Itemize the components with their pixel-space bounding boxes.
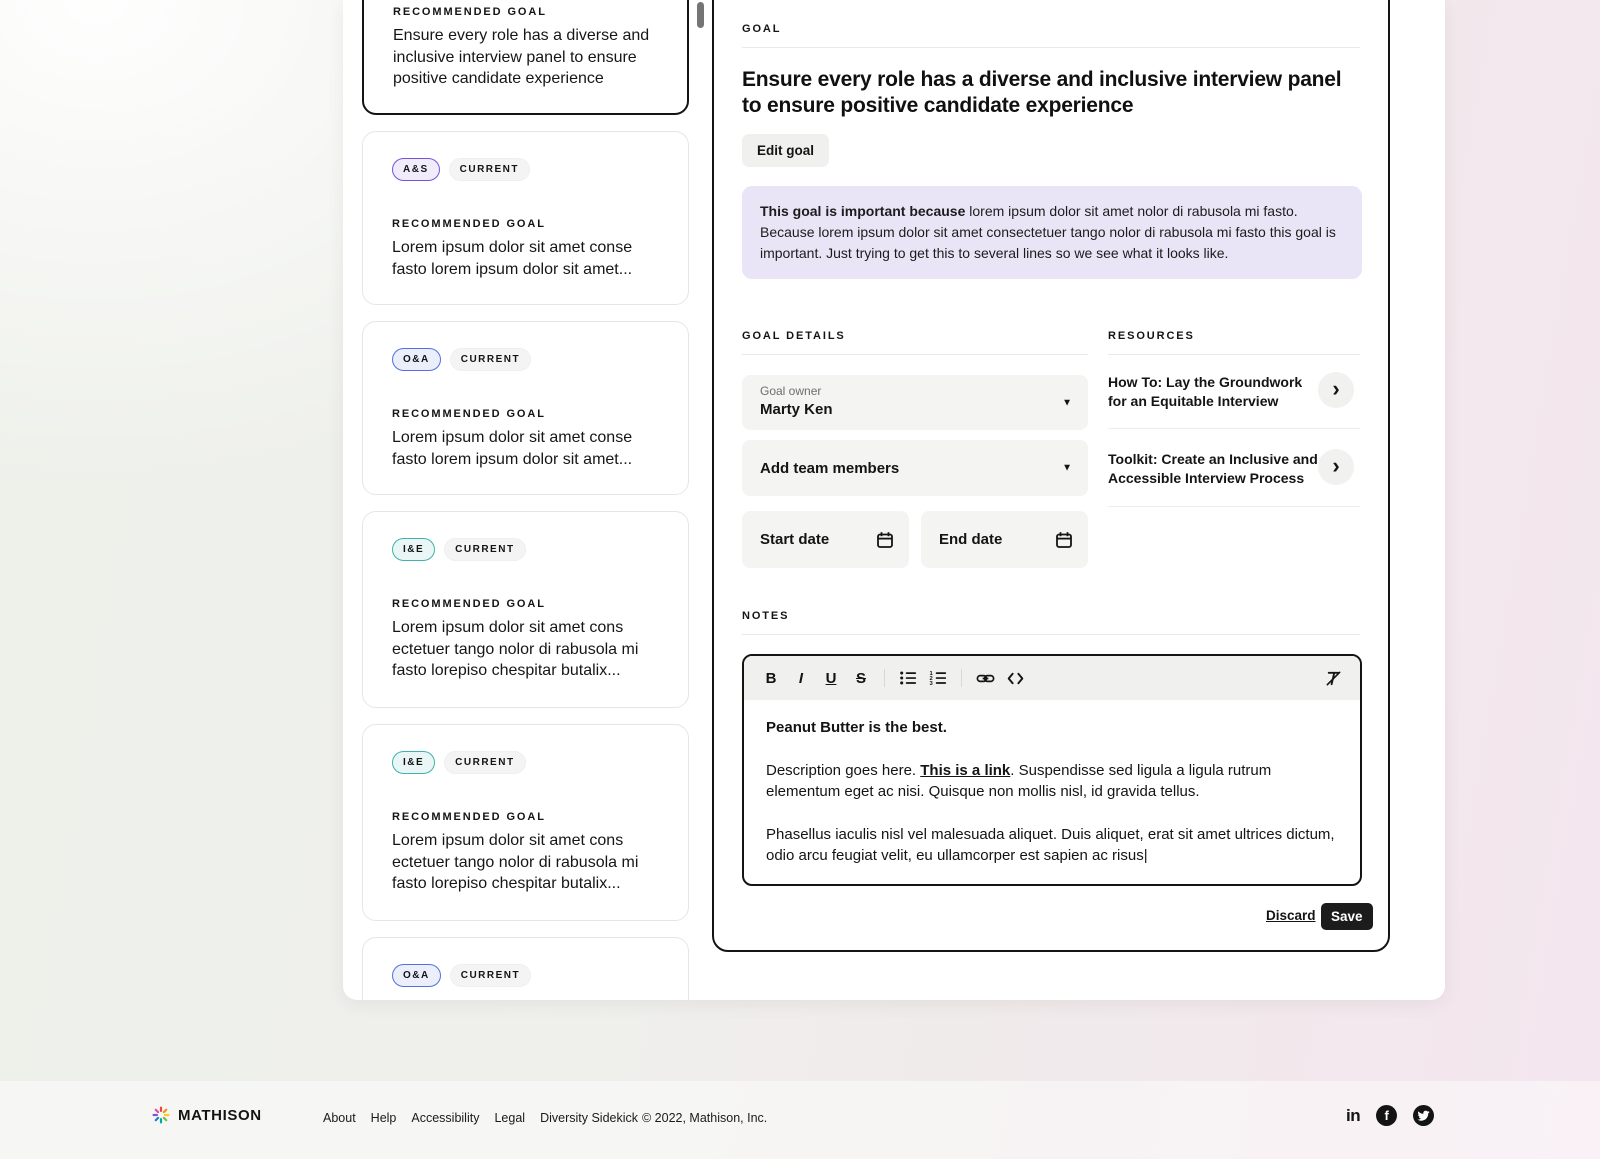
recommended-goal-label: RECOMMENDED GOAL — [392, 598, 546, 610]
svg-text:2: 2 — [929, 675, 933, 682]
chevron-right-icon: › — [1332, 375, 1340, 401]
status-badge: CURRENT — [450, 964, 531, 987]
category-badge: O&A — [392, 348, 441, 371]
goal-owner-label: Goal owner — [760, 384, 822, 398]
sidebar-scrollbar-thumb[interactable] — [697, 2, 704, 28]
toolbar-divider — [961, 669, 962, 687]
mathison-logo[interactable] — [152, 1106, 262, 1124]
goal-card-text: Ensure every role has a diverse and inclusive interview panel to ensure positive candidate experience — [393, 27, 650, 87]
goal-detail-panel — [712, 0, 1390, 952]
status-badge: CURRENT — [444, 538, 525, 561]
add-team-members-label: Add team members — [760, 459, 900, 477]
goal-title: Ensure every role has a diverse and inclusive interview panel to ensure positive candidate experience — [742, 68, 1342, 117]
chevron-down-icon: ▼ — [1062, 462, 1072, 474]
start-date-label: Start date — [760, 531, 830, 548]
goal-importance-box — [742, 186, 1362, 279]
goal-card-text: Lorem ipsum dolor sit amet conse fasto lorem ipsum dolor sit amet... — [392, 239, 633, 278]
content-region — [343, 0, 1445, 1000]
divider — [742, 47, 1360, 48]
bullet-list-icon[interactable] — [895, 665, 921, 691]
toolbar-divider — [884, 669, 885, 687]
status-badge: CURRENT — [450, 348, 531, 371]
goal-importance-body: lorem ipsum dolor sit amet nolor di rabusola mi fasto. Because lorem ipsum dolor sit amet consectetuer tango nolor di rabusola mi fasto this goal is important. Just trying to get this to several lines so we see what it looks like. — [760, 203, 1336, 261]
goal-card-text: Lorem ipsum dolor sit amet conse fasto lorem ipsum dolor sit amet... — [392, 429, 633, 468]
notes-section-label: NOTES — [742, 610, 790, 622]
footer-link-about[interactable]: About — [323, 1111, 356, 1125]
twitter-icon[interactable] — [1413, 1105, 1434, 1126]
mathison-wordmark: MATHISON — [178, 1106, 262, 1124]
goal-card-text: Lorem ipsum dolor sit amet cons ectetuer tango nolor di rabusola mi fasto lorepiso chespitar butalix... — [392, 832, 639, 892]
goal-card[interactable] — [362, 937, 689, 1000]
ordered-list-icon[interactable] — [925, 665, 951, 691]
chevron-down-icon: ▼ — [1062, 397, 1072, 408]
svg-text:3: 3 — [929, 680, 933, 687]
goal-card-text: Lorem ipsum dolor sit amet cons ectetuer tango nolor di rabusola mi fasto lorepiso chespitar butalix... — [392, 619, 639, 679]
footer-link-diversity-sidekick[interactable]: Diversity Sidekick — [540, 1111, 638, 1125]
divider — [1108, 428, 1360, 429]
add-team-members-select[interactable] — [742, 440, 1088, 496]
resource-link-title[interactable]: How To: Lay the Groundwork for an Equitable Interview — [1108, 374, 1303, 409]
goal-owner-value: Marty Ken — [760, 401, 833, 418]
category-badge: I&E — [392, 751, 435, 774]
goal-details-section-label: GOAL DETAILS — [742, 330, 846, 342]
save-button[interactable]: Save — [1321, 903, 1373, 930]
footer-links — [323, 1111, 638, 1125]
strikethrough-icon[interactable]: S — [848, 665, 874, 691]
notes-paragraph: Peanut Butter is the best. — [766, 719, 947, 736]
resource-link-title[interactable]: Toolkit: Create an Inclusive and Accessible Interview Process — [1108, 451, 1318, 486]
goal-card[interactable] — [362, 321, 689, 495]
end-date-label: End date — [939, 531, 1003, 548]
divider — [742, 354, 1088, 355]
notes-editor-toolbar — [744, 656, 1360, 700]
divider — [1108, 354, 1360, 355]
bold-icon[interactable]: B — [758, 665, 784, 691]
chevron-right-icon: › — [1332, 452, 1340, 478]
link-icon[interactable] — [972, 665, 998, 691]
goal-card[interactable] — [362, 131, 689, 305]
status-badge: CURRENT — [449, 158, 530, 181]
italic-icon[interactable]: I — [788, 665, 814, 691]
calendar-icon — [875, 530, 895, 550]
recommended-goal-label: RECOMMENDED GOAL — [392, 218, 546, 230]
resource-open-button[interactable] — [1318, 372, 1354, 408]
notes-paragraph: Description goes here. This is a link. Suspendisse sed ligula a ligula rutrum elementum eget ac nisi. Quisque non mollis nisl, id gravida tellus. — [766, 761, 1272, 800]
divider — [1108, 506, 1360, 507]
notes-paragraph: Phasellus iaculis nisl vel malesuada aliquet. Duis aliquet, erat sit amet ultrices dictum, odio arcu feugiat velit, eu ullamcorper est sapien ac risus| — [766, 825, 1335, 864]
end-date-field[interactable] — [921, 511, 1088, 568]
category-badge: O&A — [392, 964, 441, 987]
resource-open-button[interactable] — [1318, 449, 1354, 485]
start-date-field[interactable] — [742, 511, 909, 568]
svg-text:1: 1 — [929, 670, 933, 677]
underline-icon[interactable]: U — [818, 665, 844, 691]
recommended-goal-label: RECOMMENDED GOAL — [392, 811, 546, 823]
recommended-goal-label: RECOMMENDED GOAL — [393, 6, 547, 18]
goal-importance-lead: This goal is important because — [760, 203, 966, 219]
recommended-goal-label: RECOMMENDED GOAL — [392, 408, 546, 420]
footer-link-legal[interactable]: Legal — [494, 1111, 526, 1125]
mathison-logo-icon — [152, 1106, 170, 1124]
clear-formatting-icon[interactable] — [1320, 665, 1346, 691]
calendar-icon — [1054, 530, 1074, 550]
footer — [0, 1081, 1600, 1159]
resources-section-label: RESOURCES — [1108, 330, 1195, 342]
linkedin-icon[interactable]: in — [1346, 1105, 1361, 1125]
goal-section-label: GOAL — [742, 23, 782, 35]
goal-owner-select[interactable] — [742, 375, 1088, 430]
notes-inline-link[interactable]: This is a link — [920, 761, 1011, 779]
divider — [742, 634, 1360, 635]
facebook-icon[interactable]: f — [1376, 1105, 1397, 1126]
category-badge: I&E — [392, 538, 435, 561]
status-badge: CURRENT — [444, 751, 525, 774]
category-badge: A&S — [392, 158, 440, 181]
code-icon[interactable] — [1002, 665, 1028, 691]
goal-card-selected[interactable] — [362, 0, 689, 115]
footer-link-help[interactable]: Help — [370, 1111, 397, 1125]
goal-card[interactable] — [362, 724, 689, 921]
discard-button[interactable]: Discard — [1266, 908, 1316, 923]
edit-goal-button[interactable]: Edit goal — [742, 134, 829, 167]
notes-editor — [742, 654, 1362, 886]
footer-link-accessibility[interactable]: Accessibility — [411, 1111, 480, 1125]
copyright-text: © 2022, Mathison, Inc. — [642, 1111, 768, 1125]
goal-card[interactable] — [362, 511, 689, 708]
social-links — [1346, 1105, 1434, 1126]
notes-editor-content[interactable] — [744, 700, 1360, 886]
